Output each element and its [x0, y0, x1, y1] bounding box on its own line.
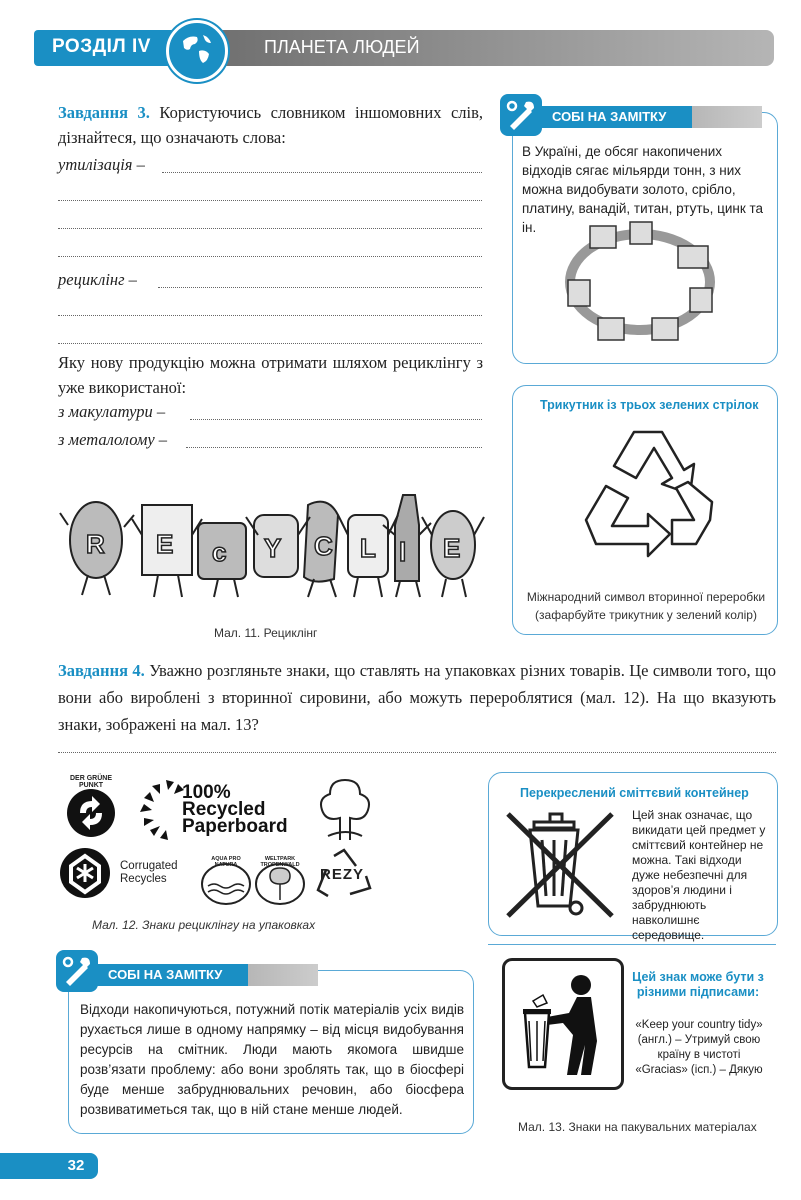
recycle-triangle-icon: [578, 422, 718, 572]
answer-line[interactable]: [58, 315, 482, 316]
recycling-cycle-diagram: [560, 218, 720, 346]
answer-line[interactable]: [158, 287, 482, 288]
fig12-caption: Мал. 12. Знаки рециклінгу на упаковках: [92, 918, 316, 932]
svg-text:E: E: [443, 533, 461, 563]
svg-text:c: c: [212, 537, 227, 567]
page-header: [34, 30, 774, 66]
chapter-bar: [194, 30, 774, 66]
fig13-caption: Мал. 13. Знаки на пакувальних матеріалах: [518, 1120, 757, 1134]
recycled-percent: 100%: [182, 782, 231, 803]
bin-box-title: Перекреслений сміттєвий контейнер: [520, 786, 749, 800]
svg-text:C: C: [314, 531, 333, 561]
corrugated-text: Corrugated Recycles: [120, 860, 178, 885]
bin-box-text: Цей знак означає, що викидати цей предмет у сміттєвий контейнер не можна. Такі відходи дуже небезпечні для здоров’я людини і забруднюють навколишнє середовище.: [632, 808, 766, 942]
weltpark-tropenwald-logo: [254, 856, 306, 906]
task4-text-block: [58, 657, 776, 738]
answer-line[interactable]: [186, 447, 482, 448]
gruene-punkt-logo: [58, 775, 124, 841]
tidy-box-text: «Keep your country tidy» (англ.) – Утримуй свою країну в чистоті «Gracias» (ісп.) – Дякую: [635, 1019, 763, 1076]
tidy-box-title: Цей знак може бути з різними підписами:: [632, 970, 764, 999]
tree-recycle-logo: [314, 770, 376, 842]
answer-line[interactable]: [58, 343, 482, 344]
tools-icon: [500, 94, 542, 136]
svg-text:E: E: [156, 529, 174, 559]
triangle-box-title: Трикутник із трьох зелених стрілок: [540, 398, 759, 412]
triangle-box-caption: Міжнародний символ вторинної переробки (зафарбуйте трикутник у зелений колір): [526, 590, 766, 622]
task3-text: Користуючись словником іншомовних слів, дізнайтеся, що означають слова:: [58, 103, 484, 147]
recycle-cartoon: [58, 475, 488, 615]
answer-line[interactable]: [190, 419, 482, 420]
answer-line[interactable]: [58, 752, 776, 753]
tools-icon: [56, 950, 98, 992]
recycled-paperboard-logo: [138, 776, 308, 842]
note2-text: Відходи накопичуються, потужний потік матеріалів усіх видів рухається лише в одному напрямку – від місця видобування ресурсів на смітник. Люди мають якомога швидше розв’язати проблему: або вони зроблять так, що в біосфері буде менше забруднювальних речовин, або біосфера розвиватиметься так, що в ній стане менше людей.: [80, 1002, 464, 1117]
term-recycling: рециклінг –: [58, 270, 137, 289]
answer-line[interactable]: [58, 228, 482, 229]
globe-icon: [166, 20, 228, 82]
svg-text:R: R: [86, 529, 105, 559]
page-number: 32: [54, 1153, 98, 1179]
weltpark-text: WELTPARK TROPENWALD: [260, 856, 300, 868]
answer-line[interactable]: [58, 256, 482, 257]
tidy-man-icon: [502, 958, 624, 1090]
task4-text: Уважно розгляньте знаки, що ставлять на упаковках різних товарів. Це символи того, що вони або вироблені з вторинної сировини, або можуть перероблятися (мал. 12). На що вказують знаки, зображені на мал. 13?: [58, 661, 777, 734]
corrugated-recycles-logo: [58, 846, 198, 900]
task3-heading: Завдання 3.: [58, 103, 150, 122]
aqua-text: AQUA PRO NATURA: [211, 856, 241, 868]
svg-text:L: L: [360, 533, 376, 563]
crossed-bin-icon: [500, 806, 620, 924]
task3-intro: [58, 100, 483, 150]
gruene-punkt-text: DER GRÜNE PUNKT: [69, 775, 112, 789]
note1-text: В Україні, де обсяг накопичених відходів сягає мільярди тонн, з них можна видобувати золото, срібло, платину, ванадій, титан, ртуть, цинк та ін.: [522, 144, 764, 235]
chapter-title: ПЛАНЕТА ЛЮДЕЙ: [264, 37, 420, 57]
paperboard-word: Paperboard: [182, 816, 288, 837]
task3-question: Яку нову продукцію можна отримати шляхом рециклінгу з уже використаної:: [58, 353, 483, 397]
answer-line[interactable]: [162, 172, 482, 173]
recycled-word: Recycled: [182, 799, 266, 820]
term-utilization: утилізація –: [58, 155, 145, 174]
note-badge: СОБІ НА ЗАМІТКУ: [540, 106, 692, 128]
task4-heading: Завдання 4.: [58, 661, 145, 680]
item-waste-paper: з макулатури –: [58, 402, 166, 421]
answer-line[interactable]: [58, 200, 482, 201]
section-label: РОЗДІЛ IV: [52, 36, 151, 57]
page-number-bar: [0, 1153, 54, 1179]
note-badge: СОБІ НА ЗАМІТКУ: [96, 964, 248, 986]
rezy-text: REZY: [320, 866, 365, 883]
fig11-caption: Мал. 11. Рециклінг: [214, 626, 318, 640]
item-scrap-metal: з металолому –: [58, 430, 168, 449]
svg-text:l: l: [399, 537, 407, 567]
aqua-pro-natura-logo: [200, 856, 252, 906]
rezy-logo: [312, 846, 376, 906]
svg-text:Y: Y: [264, 533, 282, 563]
